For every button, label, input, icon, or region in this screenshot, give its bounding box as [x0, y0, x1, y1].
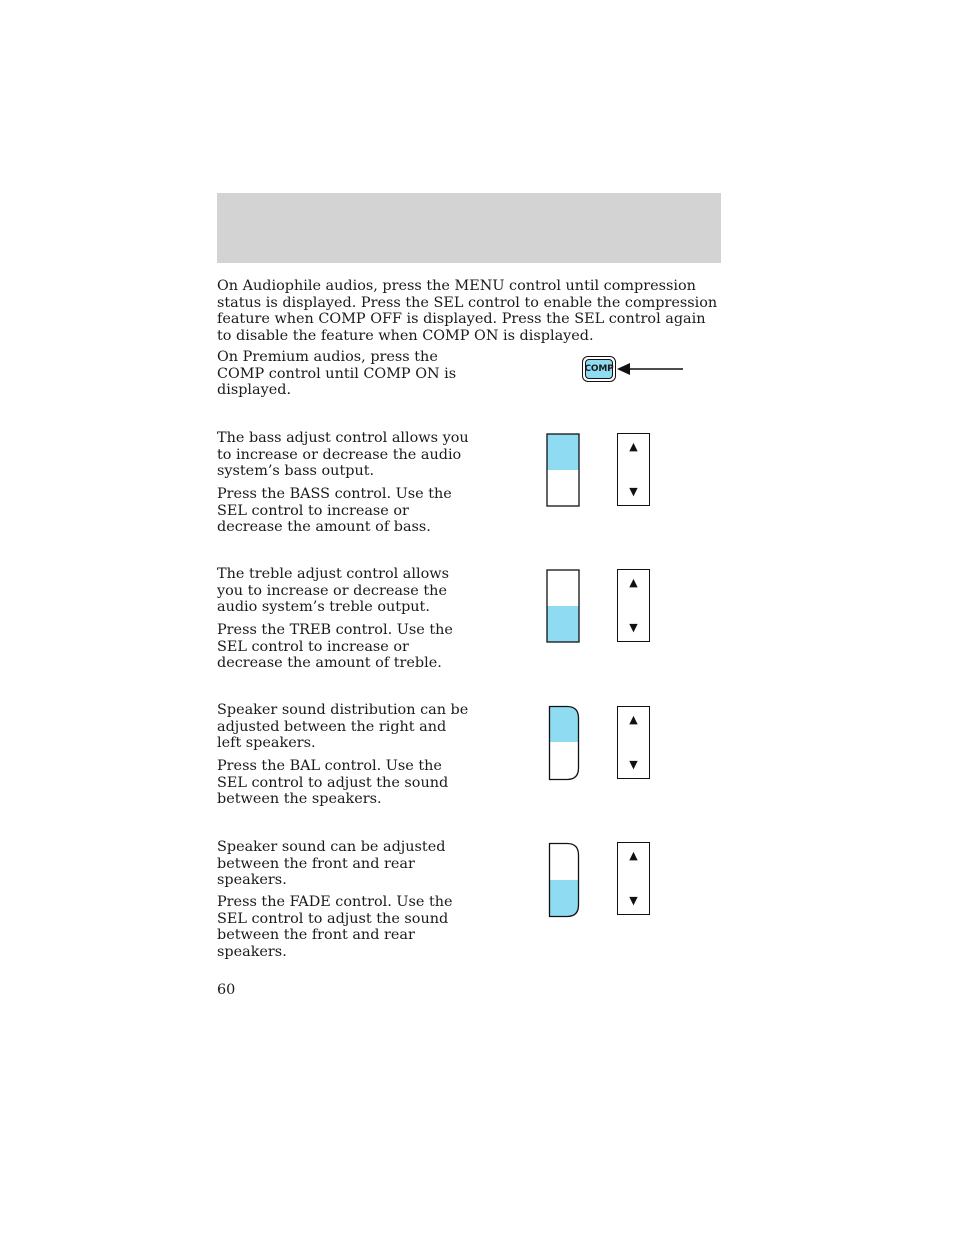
- treble-description: The treble adjust control allows you to increase or decrease the audio system’s treble output.: [217, 566, 449, 615]
- treble-instruction: Press the TREB control. Use the SEL control to increase or decrease the amount of treble.: [217, 622, 453, 671]
- treble-level-indicator: [546, 569, 581, 644]
- bass-level-indicator: [546, 433, 581, 508]
- up-arrow-icon[interactable]: ▲: [629, 849, 638, 862]
- down-arrow-icon[interactable]: ▼: [629, 485, 638, 498]
- fade-description: Speaker sound can be adjusted between the front and rear speakers.: [217, 839, 446, 888]
- down-arrow-icon[interactable]: ▼: [629, 621, 638, 634]
- treble-stepper[interactable]: [617, 569, 650, 642]
- comp-paragraph: On Premium audios, press the COMP control until COMP ON is displayed.: [217, 349, 457, 398]
- section-header-band: [217, 193, 721, 263]
- bass-description: The bass adjust control allows you to increase or decrease the audio system’s bass output.: [217, 430, 469, 479]
- bass-instruction: Press the BASS control. Use the SEL control to increase or decrease the amount of bass.: [217, 486, 452, 535]
- balance-stepper[interactable]: [617, 706, 650, 779]
- balance-instruction: Press the BAL control. Use the SEL control to adjust the sound between the speakers.: [217, 758, 449, 807]
- down-arrow-icon[interactable]: ▼: [629, 758, 638, 771]
- fade-stepper[interactable]: [617, 842, 650, 915]
- up-arrow-icon[interactable]: ▲: [629, 440, 638, 453]
- page-number: 60: [217, 982, 236, 998]
- up-arrow-icon[interactable]: ▲: [629, 713, 638, 726]
- comp-button-label: COMP: [585, 359, 613, 379]
- down-arrow-icon[interactable]: ▼: [629, 894, 638, 907]
- fade-instruction: Press the FADE control. Use the SEL control to adjust the sound between the front and rear speakers.: [217, 894, 453, 960]
- left-arrow-icon: [617, 361, 685, 377]
- fade-level-indicator: [548, 842, 582, 919]
- comp-button[interactable]: [582, 356, 616, 382]
- up-arrow-icon[interactable]: ▲: [629, 576, 638, 589]
- intro-paragraph: On Audiophile audios, press the MENU control until compression status is displayed. Press the SEL control to enable the compression feature when COMP OFF is displayed. Press the SEL control again to disable the feature when COMP ON is displayed.: [217, 278, 718, 344]
- balance-description: Speaker sound distribution can be adjusted between the right and left speakers.: [217, 702, 469, 751]
- bass-stepper[interactable]: [617, 433, 650, 506]
- balance-level-indicator: [548, 705, 582, 782]
